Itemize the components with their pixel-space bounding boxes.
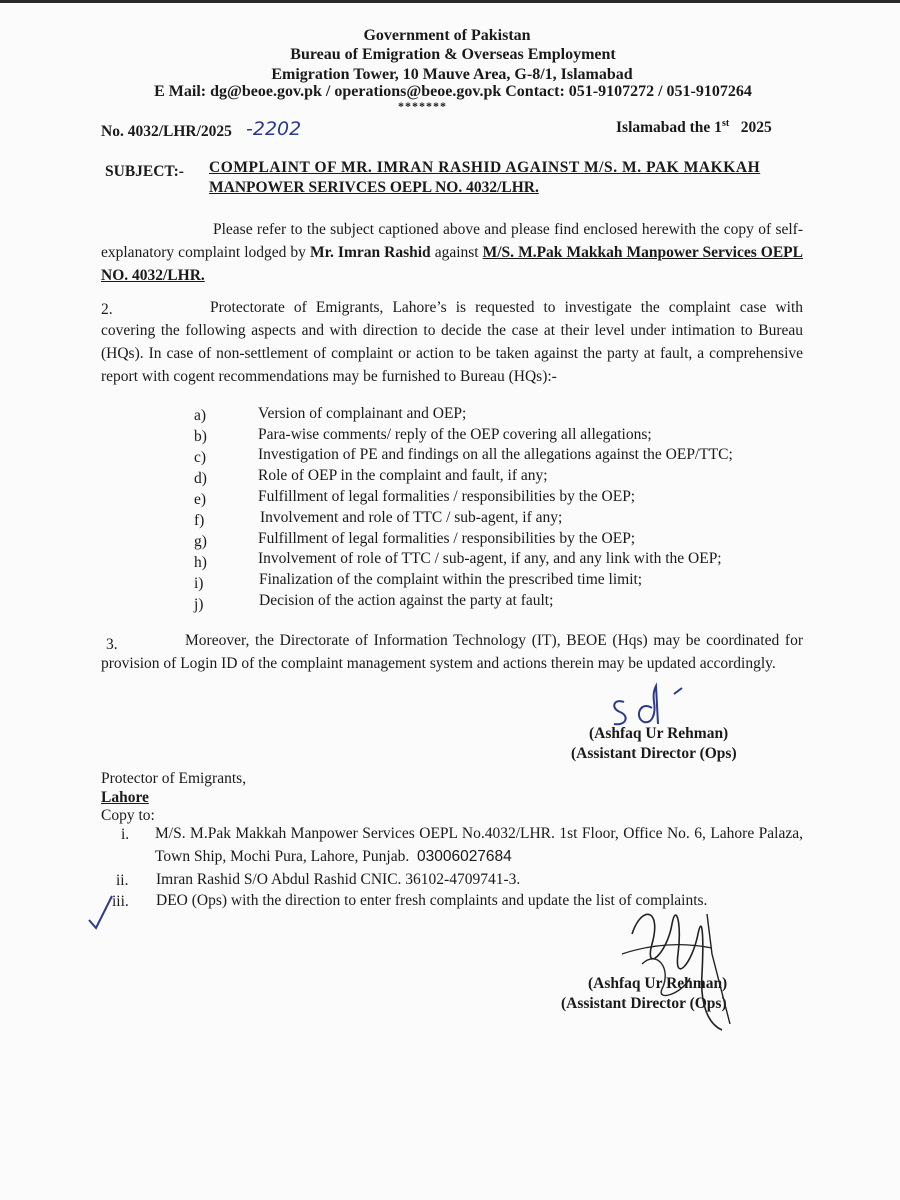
signatory-name: (Ashfaq Ur Rehman) <box>589 725 729 742</box>
letterhead-stars: ******* <box>398 99 447 113</box>
tick-mark <box>88 894 118 930</box>
copy-to-item-text: M/S. M.Pak Makkah Manpower Services OEPL No.4032/LHR. 1st Floor, Office No. 6, Lahore Palaza, Town Ship, Mochi Pura, Lahore, Punjab. <box>155 825 803 865</box>
aspect-text: Involvement and role of TTC / sub-agent, if any; <box>260 509 563 526</box>
aspect-text: Involvement of role of TTC / sub-agent, if any, and any link with the OEP; <box>258 550 722 567</box>
paragraph-3: Moreover, the Directorate of Information Technology (IT), BEOE (Hqs) may be coordinated for provision of Login ID of the complaint management system and actions therein may be updated accordingly. <box>101 632 803 672</box>
aspect-text: Investigation of PE and findings on all the allegations against the OEP/TTC; <box>258 446 733 463</box>
aspect-text: Version of complainant and OEP; <box>258 405 467 422</box>
addressee-line-1: Protector of Emigrants, <box>101 770 247 787</box>
paragraph-3-number: 3. <box>106 636 118 653</box>
paragraph-2-number: 2. <box>101 301 113 318</box>
handwritten-signature <box>612 894 752 1034</box>
paragraph-1-text-a: Please refer to the subject captioned above and please find enclosed herewith the copy of self-explanatory complaint lodged by <box>101 221 803 261</box>
aspect-label: j) <box>194 596 204 613</box>
firm-name: M/S. M.Pak Makkah Manpower Services OEPL NO. 4032/LHR. <box>101 244 803 284</box>
date-superscript: st <box>721 118 730 129</box>
copy-to-item: DEO (Ops) with the direction to enter fresh complaints and update the list of complaints. <box>156 892 708 909</box>
signatory-title: (Assistant Director (Ops) <box>571 745 737 762</box>
copy-to-number: i. <box>121 826 130 843</box>
paragraph-2: Protectorate of Emigrants, Lahore’s is requested to investigate the complaint case with covering the following aspects and with direction to decide the case at their level under intimation to Bureau (HQs). In case of non-settlement of complaint or action to be taken against the party at fault, a comprehensive report with cogent recommendations may be furnished to Bureau (HQs):- <box>101 299 803 385</box>
date-year: 2025 <box>740 119 772 137</box>
signatory-2-name: (Ashfaq Ur Rehman) <box>588 975 728 992</box>
subject-label: SUBJECT:- <box>105 163 184 180</box>
aspect-text: Para-wise comments/ reply of the OEP covering all allegations; <box>258 426 652 443</box>
aspect-text: Finalization of the complaint within the prescribed time limit; <box>259 571 643 588</box>
aspect-label: h) <box>194 554 207 571</box>
letterhead-address: Emigration Tower, 10 Mauve Area, G-8/1, Islamabad <box>271 66 633 83</box>
place-date-prefix: Islamabad the 1 <box>616 119 722 137</box>
copy-to-item: Imran Rashid S/O Abdul Rashid CNIC. 36102-4709741-3. <box>156 871 521 888</box>
aspect-text: Role of OEP in the complaint and fault, if any; <box>258 467 548 484</box>
place-date <box>616 118 772 137</box>
scan-edge <box>0 0 900 3</box>
aspect-text: Fulfillment of legal formalities / responsibilities by the OEP; <box>258 488 636 505</box>
complainant-name: Mr. Imran Rashid <box>309 244 431 261</box>
copy-to-number: iii. <box>112 893 129 910</box>
aspect-label: f) <box>194 512 205 529</box>
addressee-city: Lahore <box>101 789 149 806</box>
reference-number: No. 4032/LHR/2025 <box>101 123 232 140</box>
copy-to-label: Copy to: <box>101 807 155 824</box>
letterhead-government: Government of Pakistan <box>363 27 531 44</box>
paragraph-1-text-b: against <box>430 244 483 261</box>
aspect-label: d) <box>194 470 207 487</box>
aspect-label: b) <box>194 428 207 445</box>
copy-to-phone: 03006027684 <box>416 848 512 865</box>
copy-to-number: ii. <box>116 872 129 889</box>
letterhead-contact: E Mail: dg@beoe.gov.pk / operations@beoe.gov.pk Contact: 051-9107272 / 051-9107264 <box>154 83 752 100</box>
aspect-text: Decision of the action against the party at fault; <box>259 592 554 609</box>
letterhead-bureau: Bureau of Emigration & Overseas Employment <box>290 46 616 63</box>
subject-line-1: COMPLAINT OF MR. IMRAN RASHID AGAINST M/S. M. PAK MAKKAH <box>209 159 761 176</box>
aspect-label: c) <box>194 449 207 466</box>
aspect-label: i) <box>194 575 204 592</box>
aspect-text: Fulfillment of legal formalities / responsibilities by the OEP; <box>258 530 636 547</box>
subject-line-2: MANPOWER SERIVCES OEPL NO. 4032/LHR. <box>209 179 539 196</box>
aspect-label: e) <box>194 491 207 508</box>
copy-to-item <box>155 822 803 868</box>
handwritten-dispatch-number: -2202 <box>246 118 302 140</box>
aspect-label: a) <box>194 407 207 424</box>
signatory-2-title: (Assistant Director (Ops) <box>561 995 727 1012</box>
aspect-label: g) <box>194 533 207 550</box>
paragraph-1 <box>101 218 803 287</box>
